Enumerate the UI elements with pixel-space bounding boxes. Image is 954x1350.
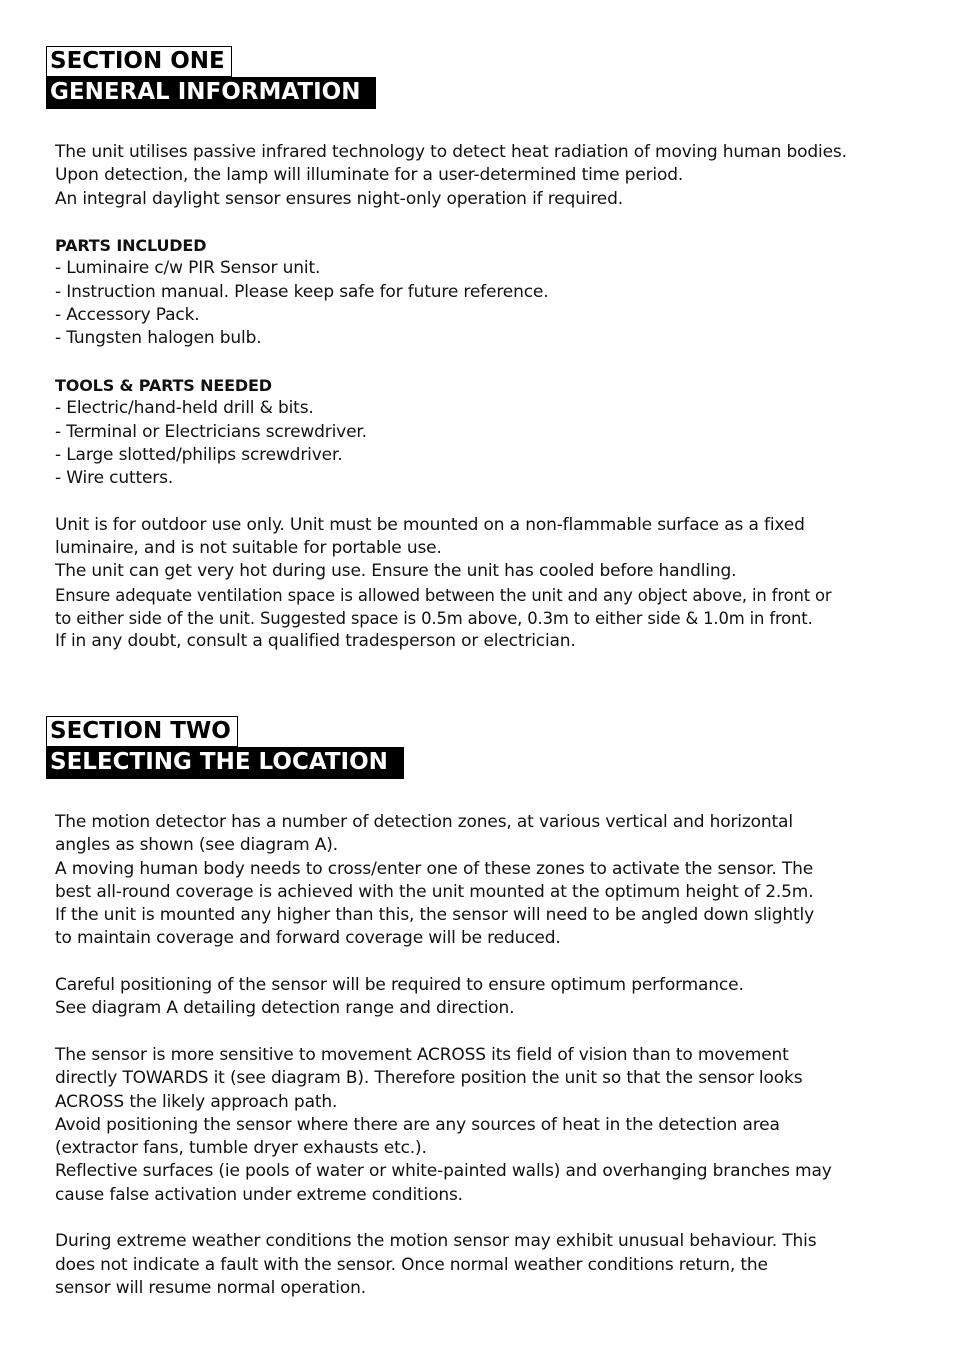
tools-needed-heading: TOOLS & PARTS NEEDED <box>55 375 272 395</box>
section-two-heading <box>46 716 404 779</box>
tools-list-item: - Wire cutters. <box>55 468 174 489</box>
paragraph-line: best all-round coverage is achieved with the unit mounted at the optimum height of 2.5m. <box>55 881 814 902</box>
parts-list-item: - Instruction manual. Please keep safe for future reference. <box>55 281 549 302</box>
paragraph-line: The motion detector has a number of detection zones, at various vertical and horizontal <box>55 812 793 832</box>
paragraph-line: If the unit is mounted any higher than this, the sensor will need to be angled down slightly <box>55 905 814 926</box>
intro-line: The unit utilises passive infrared technology to detect heat radiation of moving human bodies. <box>55 142 847 162</box>
paragraph-line: angles as shown (see diagram A). <box>55 835 338 856</box>
paragraph-line: A moving human body needs to cross/enter one of these zones to activate the sensor. The <box>55 858 814 879</box>
paragraph-line: to maintain coverage and forward coverage will be reduced. <box>55 928 561 949</box>
paragraph-line: Reflective surfaces (ie pools of water or white-painted walls) and overhanging branches may <box>55 1161 832 1182</box>
section-one-label: SECTION ONE <box>46 46 232 77</box>
paragraph-line: During extreme weather conditions the motion sensor may exhibit unusual behaviour. This <box>55 1231 817 1252</box>
section-two-label: SECTION TWO <box>46 716 238 747</box>
parts-list-item: - Tungsten halogen bulb. <box>55 328 262 349</box>
paragraph-line: sensor will resume normal operation. <box>55 1277 366 1298</box>
intro-line: Upon detection, the lamp will illuminate for a user-determined time period. <box>55 165 684 186</box>
parts-included-heading: PARTS INCLUDED <box>55 236 207 256</box>
paragraph-line: See diagram A detailing detection range and direction. <box>55 998 515 1019</box>
section-one-body <box>55 141 915 654</box>
section-one-heading <box>46 46 376 109</box>
safety-line: The unit can get very hot during use. Ensure the unit has cooled before handling. <box>55 561 737 582</box>
section-one-title: GENERAL INFORMATION <box>46 77 376 109</box>
safety-line: Unit is for outdoor use only. Unit must be mounted on a non-flammable surface as a fixed <box>55 514 805 535</box>
paragraph-line: cause false activation under extreme conditions. <box>55 1184 463 1205</box>
safety-line: luminaire, and is not suitable for portable use. <box>55 538 442 559</box>
safety-line: to either side of the unit. Suggested space is 0.5m above, 0.3m to either side & 1.0m in front. <box>55 608 813 628</box>
parts-list-item: - Accessory Pack. <box>55 305 200 326</box>
paragraph-line: does not indicate a fault with the sensor. Once normal weather conditions return, the <box>55 1254 768 1275</box>
safety-line: If in any doubt, consult a qualified tradesperson or electrician. <box>55 631 576 652</box>
paragraph-line: directly TOWARDS it (see diagram B). Therefore position the unit so that the sensor looks <box>55 1068 803 1089</box>
paragraph-line: The sensor is more sensitive to movement ACROSS its field of vision than to movement <box>55 1044 789 1065</box>
section-two-title: SELECTING THE LOCATION <box>46 747 404 779</box>
tools-list-item: - Electric/hand-held drill & bits. <box>55 398 314 419</box>
tools-list-item: - Large slotted/philips screwdriver. <box>55 444 343 465</box>
safety-line: Ensure adequate ventilation space is allowed between the unit and any object above, in front or <box>55 585 832 605</box>
section-two-body <box>55 811 915 1300</box>
paragraph-line: (extractor fans, tumble dryer exhausts etc.). <box>55 1138 427 1159</box>
parts-list-item: - Luminaire c/w PIR Sensor unit. <box>55 258 321 279</box>
paragraph-line: Careful positioning of the sensor will be required to ensure optimum performance. <box>55 975 744 996</box>
intro-line: An integral daylight sensor ensures night-only operation if required. <box>55 188 624 209</box>
paragraph-line: Avoid positioning the sensor where there are any sources of heat in the detection area <box>55 1114 780 1135</box>
paragraph-line: ACROSS the likely approach path. <box>55 1091 338 1112</box>
tools-list-item: - Terminal or Electricians screwdriver. <box>55 421 367 442</box>
